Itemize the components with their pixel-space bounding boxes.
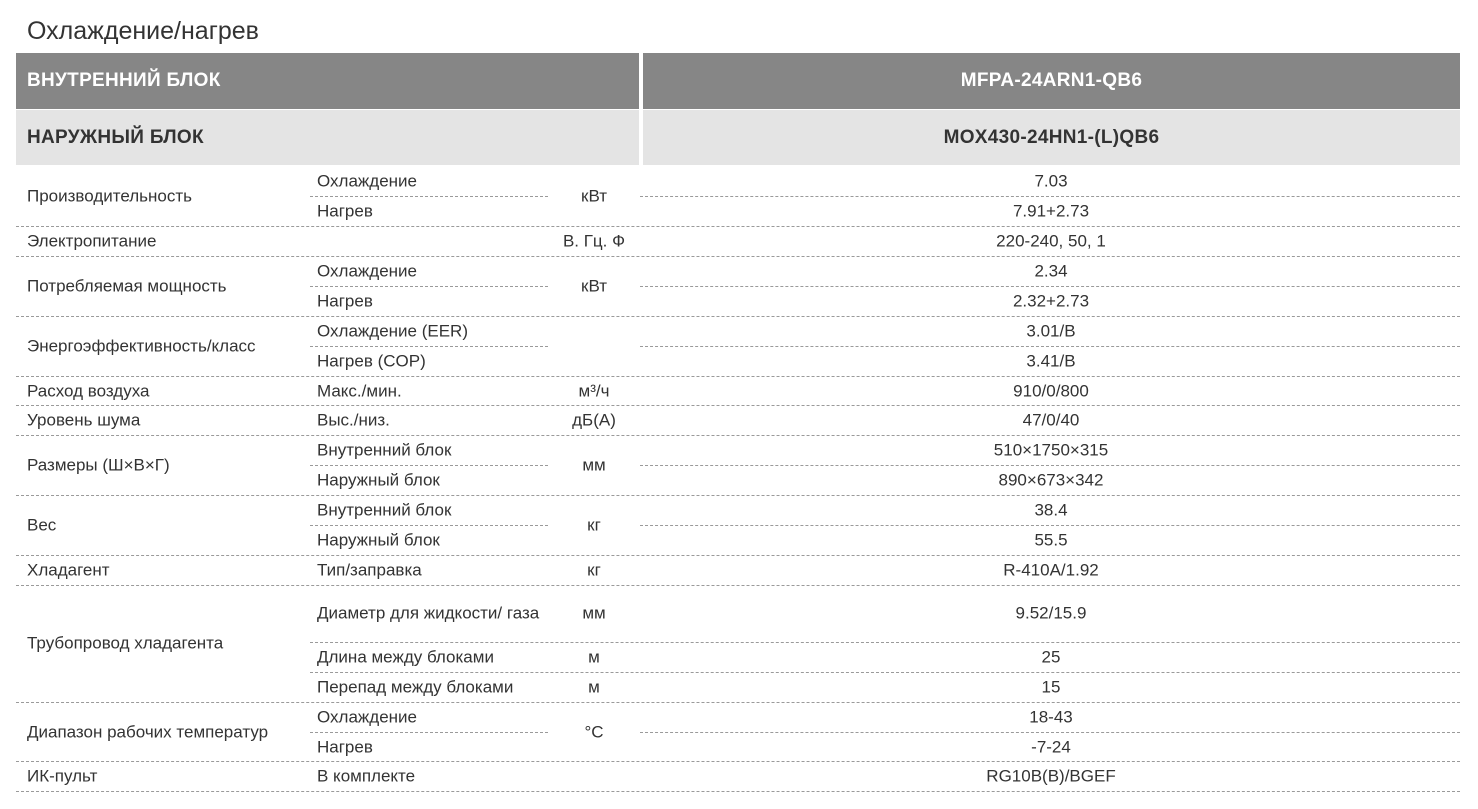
spec-unit: м³/ч: [578, 381, 610, 401]
outdoor-unit-label: НАРУЖНЫЙ БЛОК: [16, 110, 639, 165]
row-divider: [16, 791, 1460, 792]
spec-label: Трубопровод хладагента: [27, 633, 224, 653]
spec-value: -7-24: [1031, 737, 1071, 757]
spec-sub: Охлаждение: [317, 707, 417, 727]
spec-value: 38.4: [1034, 500, 1068, 520]
spec-unit: мм: [582, 455, 606, 475]
row-divider: [16, 495, 1460, 496]
row-divider: [16, 585, 1460, 586]
spec-label: Энергоэффективность/класс: [27, 336, 256, 356]
spec-sub: Перепад между блоками: [317, 677, 514, 697]
spec-sub: Наружный блок: [317, 470, 440, 490]
spec-value: 47/0/40: [1022, 410, 1080, 430]
spec-value: 55.5: [1034, 530, 1068, 550]
subrow-divider: [640, 525, 1460, 526]
spec-value: 9.52/15.9: [1015, 603, 1087, 623]
subrow-divider: [640, 286, 1460, 287]
row-divider: [16, 226, 1460, 227]
spec-label: Хладагент: [27, 560, 110, 580]
spec-label: Производительность: [27, 186, 193, 206]
spec-sub: Выс./низ.: [317, 410, 390, 430]
spec-label: Диапазон рабочих температур: [27, 722, 269, 742]
subrow-divider: [310, 465, 548, 466]
spec-sub: Нагрев (COP): [317, 351, 426, 371]
row-divider: [16, 376, 1460, 377]
subrow-divider: [310, 642, 1460, 643]
spec-sub: Охлаждение (EER): [317, 321, 468, 341]
spec-value: 18-43: [1029, 707, 1073, 727]
spec-sub: Нагрев: [317, 737, 373, 757]
spec-label: Вес: [27, 515, 57, 535]
spec-value: 890×673×342: [998, 470, 1104, 490]
subrow-divider: [310, 196, 548, 197]
outdoor-unit-model: MOX430-24HN1-(L)QB6: [643, 110, 1460, 165]
spec-label: ИК-пульт: [27, 766, 98, 786]
spec-unit: кВт: [581, 276, 607, 296]
spec-sub: Макс./мин.: [317, 381, 402, 401]
spec-sub: Охлаждение: [317, 261, 417, 281]
spec-value: 2.32+2.73: [1012, 291, 1090, 311]
spec-sub: Нагрев: [317, 201, 373, 221]
spec-label: Размеры (Ш×В×Г): [27, 455, 170, 475]
row-divider: [16, 256, 1460, 257]
subrow-divider: [310, 346, 548, 347]
spec-label: Уровень шума: [27, 410, 141, 430]
spec-unit: кг: [587, 515, 601, 535]
spec-value: R-410A/1.92: [1003, 560, 1099, 580]
page-title: Охлаждение/нагрев: [27, 17, 259, 45]
row-divider: [16, 435, 1460, 436]
subrow-divider: [640, 732, 1460, 733]
row-divider: [16, 555, 1460, 556]
spec-value: 910/0/800: [1013, 381, 1089, 401]
spec-unit: °C: [584, 722, 604, 742]
subrow-divider: [310, 672, 1460, 673]
spec-value: 3.41/B: [1026, 351, 1076, 371]
spec-unit: кг: [587, 560, 601, 580]
spec-sub: Тип/заправка: [317, 560, 422, 580]
spec-unit: м: [588, 647, 600, 667]
spec-unit: кВт: [581, 186, 607, 206]
spec-sub: Внутренний блок: [317, 500, 452, 520]
spec-unit: мм: [582, 603, 606, 623]
spec-value: 220-240, 50, 1: [996, 231, 1106, 251]
spec-sub: В комплекте: [317, 766, 416, 786]
subrow-divider: [310, 286, 548, 287]
spec-label: Потребляемая мощность: [27, 276, 227, 296]
spec-sub: Охлаждение: [317, 171, 417, 191]
spec-value: 510×1750×315: [993, 440, 1109, 460]
row-divider: [16, 702, 1460, 703]
spec-sub: Длина между блоками: [317, 647, 494, 667]
spec-unit: м: [588, 677, 600, 697]
row-divider: [16, 761, 1460, 762]
spec-sub: Диаметр для жидкости/ газа: [317, 603, 540, 623]
spec-unit: дБ(А): [572, 410, 616, 430]
subrow-divider: [640, 196, 1460, 197]
subrow-divider: [640, 346, 1460, 347]
subrow-divider: [310, 732, 548, 733]
subrow-divider: [310, 525, 548, 526]
row-divider: [16, 316, 1460, 317]
spec-value: 2.34: [1034, 261, 1068, 281]
indoor-unit-label: ВНУТРЕННИЙ БЛОК: [16, 53, 639, 109]
subrow-divider: [640, 465, 1460, 466]
spec-value: 7.03: [1034, 171, 1068, 191]
indoor-unit-model: MFPA-24ARN1-QB6: [643, 53, 1460, 109]
spec-value: RG10B(B)/BGEF: [986, 766, 1116, 786]
spec-sub: Наружный блок: [317, 530, 440, 550]
spec-value: 25: [1041, 647, 1061, 667]
spec-sub: Внутренний блок: [317, 440, 452, 460]
row-divider: [16, 405, 1460, 406]
spec-sub: Нагрев: [317, 291, 373, 311]
spec-value: 15: [1041, 677, 1061, 697]
spec-value: 3.01/B: [1026, 321, 1076, 341]
spec-unit: В. Гц. Ф: [562, 231, 626, 251]
spec-label: Электропитание: [27, 231, 157, 251]
spec-label: Расход воздуха: [27, 381, 150, 401]
spec-value: 7.91+2.73: [1012, 201, 1090, 221]
